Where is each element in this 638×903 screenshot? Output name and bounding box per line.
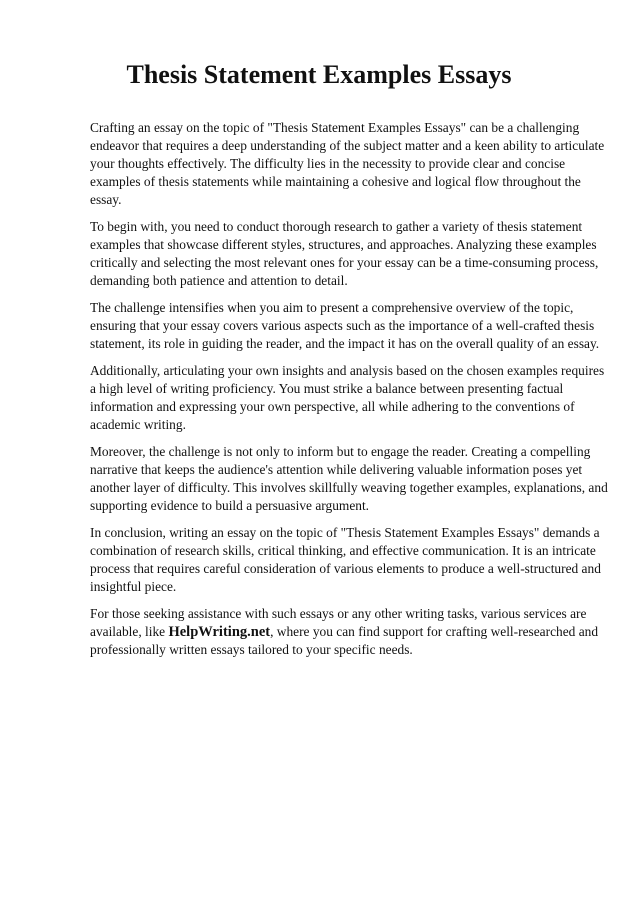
document-body [90, 119, 608, 668]
paragraph-line: a high level of writing proficiency. You must strike a balance between presenting factual [90, 381, 564, 396]
closing-line-1: For those seeking assistance with such essays or any other writing tasks, various services are [90, 606, 587, 621]
paragraph-line: process that requires careful consideration of various elements to produce a well-structured and [90, 561, 601, 576]
paragraph-line: insightful piece. [90, 579, 177, 594]
body-paragraph [90, 362, 605, 434]
body-paragraph [90, 299, 600, 353]
body-paragraph [90, 119, 605, 209]
paragraph-line: essay. [90, 192, 122, 207]
paragraph-line: academic writing. [90, 417, 186, 432]
paragraph-list [90, 119, 608, 596]
body-paragraph [90, 218, 599, 290]
document-title: Thesis Statement Examples Essays [126, 60, 512, 89]
paragraph-line: Additionally, articulating your own insights and analysis based on the chosen examples requires [90, 363, 605, 378]
body-paragraph [90, 524, 601, 596]
paragraph-line: In conclusion, writing an essay on the topic of "Thesis Statement Examples Essays" demands a [90, 525, 600, 540]
paragraph-line: examples that showcase different styles, structures, and approaches. Analyzing these examples [90, 237, 597, 252]
closing-paragraph [90, 605, 599, 659]
paragraph-line: demanding both patience and attention to detail. [90, 273, 348, 288]
paragraph-line: Moreover, the challenge is not only to inform but to engage the reader. Creating a compelling [90, 444, 591, 459]
paragraph-line: information and expressing your own perspective, all while adhering to the conventions of [90, 399, 575, 414]
paragraph-line: To begin with, you need to conduct thorough research to gather a variety of thesis statement [90, 219, 583, 234]
paragraph-line: ensuring that your essay covers various aspects such as the importance of a well-crafted thesis [90, 318, 595, 333]
paragraph-line: The challenge intensifies when you aim to present a comprehensive overview of the topic, [90, 300, 574, 315]
paragraph-line: combination of research skills, critical thinking, and effective communication. It is an intricate [90, 543, 596, 558]
paragraph-line: Crafting an essay on the topic of "Thesis Statement Examples Essays" can be a challenging [90, 120, 580, 135]
paragraph-line: critically and selecting the most relevant ones for your essay can be a time-consuming process, [90, 255, 599, 270]
paragraph-line: your thoughts effectively. The difficulty lies in the necessity to provide clear and concise [90, 156, 566, 171]
paragraph-line: examples of thesis statements while maintaining a cohesive and logical flow throughout the [90, 174, 581, 189]
body-paragraph [90, 443, 608, 515]
paragraph-line: endeavor that requires a deep understanding of the subject matter and a keen ability to articulate [90, 138, 605, 153]
closing-line-2-start: available, like [90, 624, 169, 639]
paragraph-line: statement, its role in guiding the reader, and the impact it has on the overall quality of an essay. [90, 336, 600, 351]
closing-line-2 [90, 623, 599, 641]
paragraph-line: narrative that keeps the audience's attention while delivering valuable information poses yet [90, 462, 583, 477]
closing-line-3: professionally written essays tailored to your specific needs. [90, 642, 413, 657]
closing-line-2-end: , where you can find support for crafting well-researched and [270, 624, 599, 639]
paragraph-line: supporting evidence to build a persuasive argument. [90, 498, 370, 513]
paragraph-line: another layer of difficulty. This involves skillfully weaving together examples, explanations, and [90, 480, 608, 495]
helpwriting-link[interactable]: HelpWriting.net [168, 624, 271, 640]
